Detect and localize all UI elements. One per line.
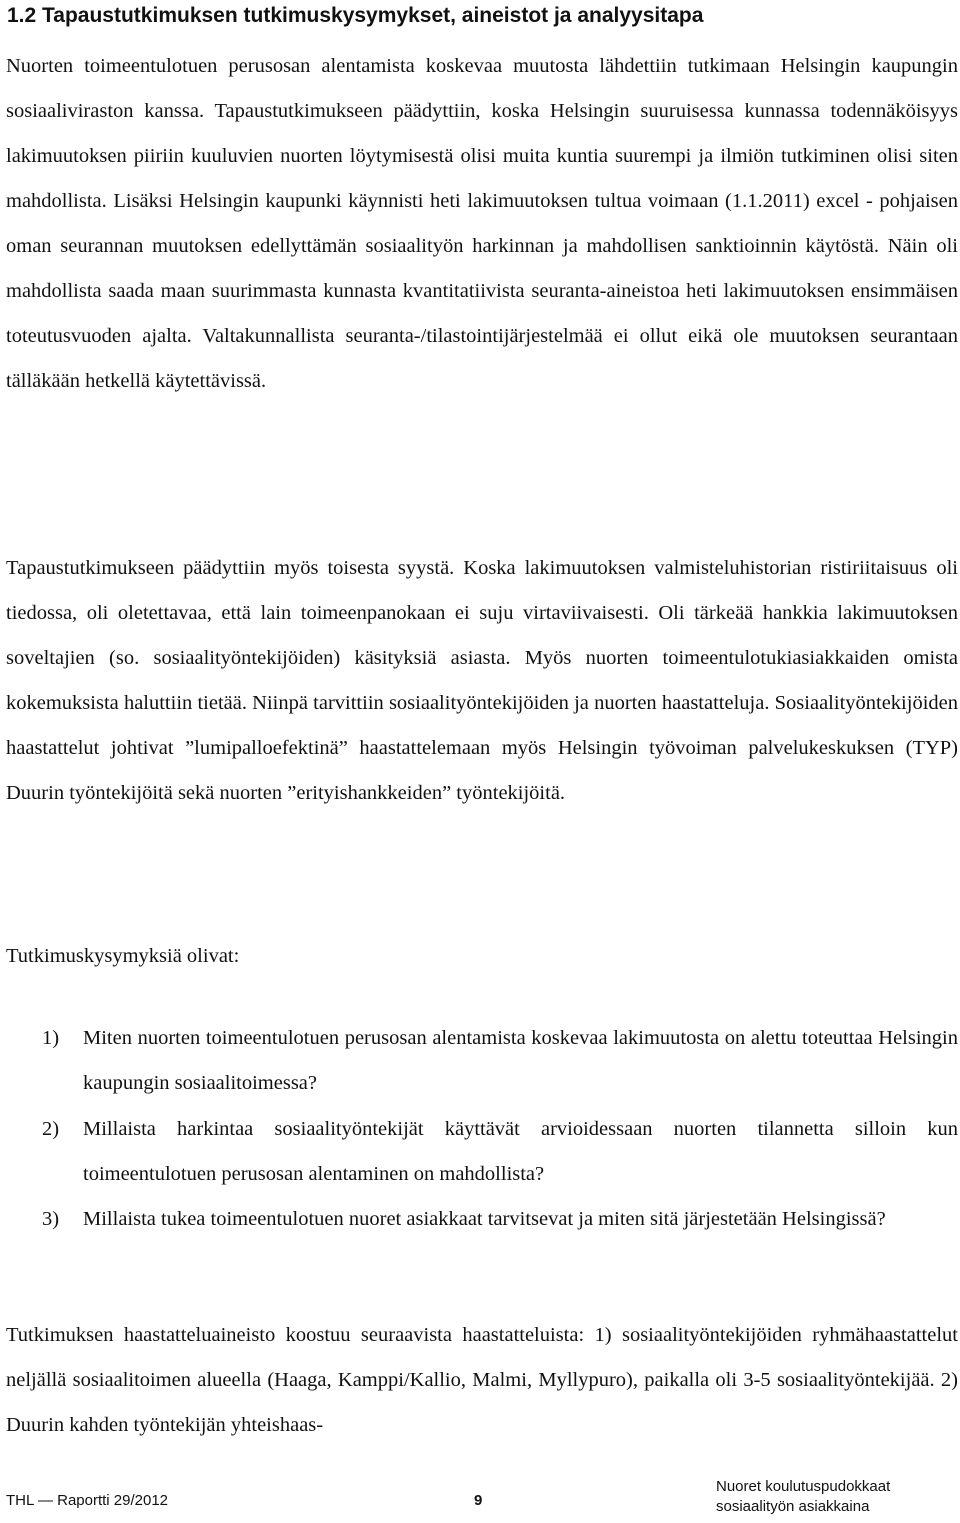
page-number: 9 xyxy=(474,1492,483,1509)
list-item xyxy=(0,1197,960,1288)
research-questions-list xyxy=(0,1016,960,1288)
list-item-number: 1) xyxy=(42,1027,60,1049)
list-item xyxy=(0,1016,960,1107)
list-item-text: Miten nuorten toimeentulotuen perusosan alentamista koskevaa lakimuutosta on alettu toteuttaa Helsingin kaupungin sosiaalitoimessa? xyxy=(83,1027,958,1094)
section-heading: 1.2 Tapaustutkimuksen tutkimuskysymykset, aineistot ja analyysitapa xyxy=(7,4,704,27)
research-questions-intro: Tutkimuskysymyksiä olivat: xyxy=(6,945,240,967)
paragraph-background: Nuorten toimeentulotuen perusosan alentamista koskevaa muutosta lähdettiin tutkimaan Helsingin kaupungin sosiaaliviraston kanssa. Tapaustutkimukseen päädyttiin, koska Helsingin suuruisessa kunnassa todennäköisyys lakimuutoksen piiriin kuuluvien nuorten löytymisestä olisi muita kuntia suurempi ja ilmiön tutkiminen olisi siten mahdollista. Lisäksi Helsingin kaupunki käynnisti heti lakimuutoksen tultua voimaan (1.1.2011) excel - pohjaisen oman seurannan muutoksen edellyttämän sosiaalityön harkinnan ja mahdollisen sanktioinnin käytöstä. Näin oli mahdollista saada maan suurimmasta kunnasta kvantitatiivista seuranta-aineistoa heti lakimuutoksen ensimmäisen toteutusvuoden ajalta. Valtakunnallista seuranta-/tilastointijärjestelmää ei ollut eikä ole muutoksen seurantaan tälläkään hetkellä käytettävissä. xyxy=(6,55,958,392)
list-item-text: Millaista tukea toimeentulotuen nuoret asiakkaat tarvitsevat ja miten sitä järjestetään Helsingissä? xyxy=(83,1208,886,1230)
footer-publication: THL — Raportti 29/2012 xyxy=(6,1492,169,1509)
list-item-text: Millaista harkintaa sosiaalityöntekijät käyttävät arvioidessaan nuorten tilannetta silloin kun toimeentulotuen perusosan alentaminen on mahdollista? xyxy=(83,1117,958,1185)
footer-report-title-line2: sosiaalityön asiakkaina xyxy=(716,1498,870,1515)
footer-report-title xyxy=(716,1477,936,1517)
list-item xyxy=(0,1107,960,1198)
paragraph-interview-material: Tutkimuksen haastatteluaineisto koostuu seuraavista haastatteluista: 1) sosiaalityöntekijöiden ryhmähaastattelut neljällä sosiaalitoimen alueella (Haaga, Kamppi/Kallio, Malmi, Myllypuro), paikalla oli 3-5 sosiaalityöntekijää. 2) Duurin kahden työntekijän yhteishaas- xyxy=(6,1324,958,1436)
list-item-number: 2) xyxy=(42,1117,60,1140)
paragraph-interviews-rationale: Tapaustutkimukseen päädyttiin myös toisesta syystä. Koska lakimuutoksen valmisteluhistorian ristiriitaisuus oli tiedossa, oli oletettavaa, että lain toimeenpanokaan ei suju virtaviivaisesti. Oli tärkeää hankkia lakimuutoksen soveltajien (so. sosiaalityöntekijöiden) käsityksiä asiasta. Myös nuorten toimeentulotukiasiakkaiden omista kokemuksista haluttiin tietää. Niinpä tarvittiin sosiaalityöntekijöiden ja nuorten haastatteluja. Sosiaalityöntekijöiden haastattelut johtivat ”lumipalloefektinä” haastattelemaan myös Helsingin työvoiman palvelukeskuksen (TYP) Duurin työntekijöitä sekä nuorten ”erityishankkeiden” työntekijöitä. xyxy=(6,557,958,804)
list-item-number: 3) xyxy=(42,1208,60,1230)
footer-report-title-line1: Nuoret koulutuspudokkaat xyxy=(716,1478,891,1495)
